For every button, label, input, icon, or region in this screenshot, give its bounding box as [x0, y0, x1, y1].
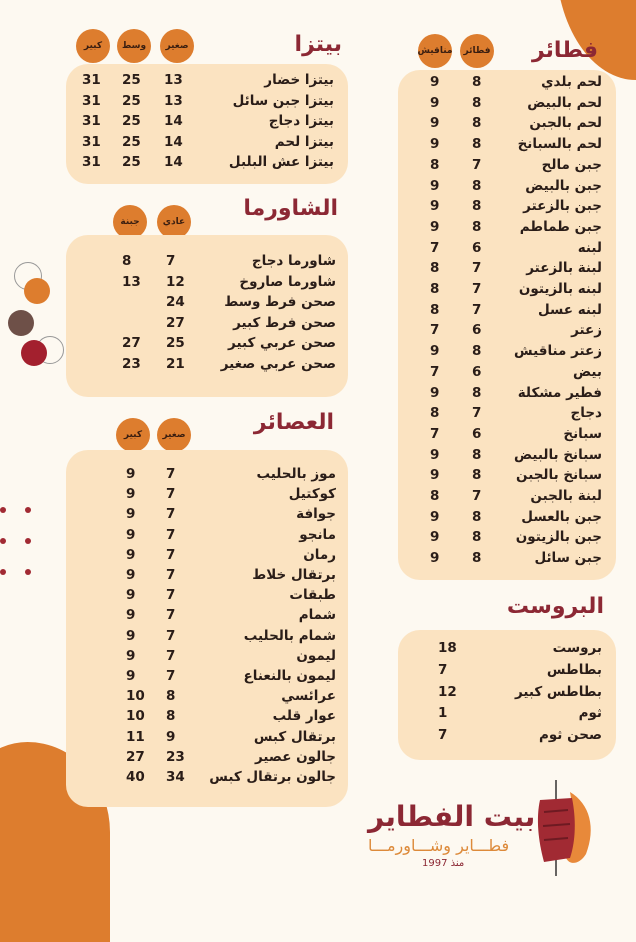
item-name: جبن بالزيتون: [515, 529, 602, 546]
section-title-shawarma: الشاورما: [243, 196, 338, 221]
column-badge-large: كبير: [116, 418, 150, 452]
item-name: لبنه عسل: [538, 301, 602, 318]
item-price: 9: [430, 136, 440, 153]
item-price: 18: [438, 640, 457, 656]
menu-row: [66, 729, 348, 751]
item-price: 9: [126, 526, 136, 543]
item-name: سبانخ بالجبن: [516, 467, 602, 484]
item-name: عوار قلب: [272, 708, 336, 725]
item-price: 9: [430, 529, 440, 546]
item-name: لحم بالسبانخ: [517, 136, 602, 153]
item-price: 9: [126, 627, 136, 644]
item-name: شمام: [298, 607, 336, 624]
item-price: 10: [126, 688, 145, 705]
menu-row: [66, 708, 348, 730]
shawarma-panel: [66, 235, 348, 397]
item-price: 13: [164, 92, 183, 109]
item-name: بيتزا خضار: [264, 72, 334, 88]
item-price: 6: [472, 425, 482, 442]
item-name: لحم بالبيض: [527, 94, 602, 111]
item-price: 8: [472, 177, 482, 194]
item-name: جالون برتقال كبس: [209, 769, 336, 785]
item-price: 27: [166, 314, 185, 331]
item-name: زعتر مناقيش: [514, 343, 602, 360]
item-price: 8: [472, 446, 482, 463]
menu-row: [398, 343, 616, 365]
item-name: لحم بالجبن: [529, 115, 602, 132]
menu-row: [66, 628, 348, 650]
item-price: 9: [430, 446, 440, 463]
item-name: مانجو: [299, 526, 336, 543]
item-name: موز بالحليب: [256, 466, 336, 482]
item-price: 8: [166, 708, 176, 725]
column-badge-small: صغير: [157, 418, 191, 452]
item-price: 7: [166, 253, 176, 269]
item-price: 27: [126, 748, 145, 765]
item-price: 25: [122, 92, 141, 109]
item-price: 11: [126, 728, 145, 745]
menu-row: [66, 486, 348, 508]
item-name: بيض: [573, 363, 602, 380]
item-price: 21: [166, 355, 185, 372]
item-price: 25: [166, 335, 185, 351]
item-name: رمان: [303, 546, 336, 563]
item-name: جبن مالح: [541, 156, 602, 173]
item-price: 6: [472, 322, 482, 339]
item-price: 8: [430, 156, 440, 173]
item-name: لبنه: [577, 239, 602, 256]
menu-row: [398, 240, 616, 262]
menu-row: [398, 550, 616, 572]
item-price: 6: [472, 363, 482, 380]
menu-row: [66, 527, 348, 549]
item-price: 8: [430, 405, 440, 422]
menu-row: [398, 364, 616, 386]
menu-row: [398, 74, 616, 96]
item-price: 40: [126, 769, 145, 785]
item-price: 9: [430, 467, 440, 484]
column-badge-small: صغير: [160, 29, 194, 63]
item-price: 7: [166, 486, 176, 503]
item-price: 9: [430, 115, 440, 132]
item-price: 9: [430, 343, 440, 360]
item-price: 8: [472, 115, 482, 132]
item-price: 7: [438, 661, 448, 678]
item-name: عرائسي: [281, 688, 336, 705]
item-price: 25: [122, 133, 141, 150]
item-price: 7: [166, 668, 176, 684]
item-price: 9: [430, 508, 440, 525]
menu-row: [66, 274, 348, 296]
item-price: 7: [166, 567, 176, 583]
menu-row: [398, 705, 616, 727]
item-name: جالون عصير: [255, 748, 336, 765]
item-price: 9: [126, 567, 136, 583]
item-price: 7: [438, 727, 448, 744]
menu-row: [398, 488, 616, 510]
item-price: 9: [126, 668, 136, 684]
item-price: 9: [430, 550, 440, 567]
shawarma-skewer-icon: [530, 778, 606, 878]
item-name: صحن عربي كبير: [228, 335, 336, 351]
item-name: برتقال كبس: [253, 728, 336, 745]
item-price: 9: [126, 486, 136, 503]
menu-row: [66, 567, 348, 589]
column-badge-medium: وسط: [117, 29, 151, 63]
item-price: 31: [82, 154, 101, 170]
item-price: 7: [166, 647, 176, 664]
item-price: 7: [166, 607, 176, 624]
item-price: 7: [166, 526, 176, 543]
menu-row: [66, 93, 348, 115]
item-price: 8: [166, 688, 176, 705]
column-badge-cheese: جبنة: [113, 205, 147, 239]
item-name: جبن سائل: [534, 550, 602, 567]
menu-row: [398, 509, 616, 531]
item-price: 25: [122, 113, 141, 129]
column-badge-large: كبير: [76, 29, 110, 63]
item-price: 8: [122, 253, 132, 269]
item-price: 8: [472, 198, 482, 215]
item-price: 7: [166, 587, 176, 604]
section-title-broast: البروست: [506, 594, 604, 619]
decorative-orange-circle: [24, 278, 50, 304]
item-price: 9: [430, 177, 440, 194]
item-price: 7: [430, 239, 440, 256]
menu-row: [398, 136, 616, 158]
item-price: 24: [166, 294, 185, 310]
menu-row: [66, 769, 348, 791]
menu-row: [66, 253, 348, 275]
item-name: برتقال خلاط: [252, 567, 336, 583]
item-name: بيتزا جبن سائل: [232, 92, 334, 109]
menu-row: [398, 684, 616, 706]
item-price: 8: [472, 94, 482, 111]
item-price: 31: [82, 113, 101, 129]
item-price: 7: [472, 281, 482, 297]
item-name: بيتزا عش البلبل: [228, 154, 334, 170]
item-name: جبن بالزعتر: [523, 198, 602, 215]
item-name: صحن فرط وسط: [224, 294, 336, 310]
item-price: 9: [126, 466, 136, 482]
item-price: 9: [126, 647, 136, 664]
item-name: لبنه بالزيتون: [518, 281, 602, 297]
item-price: 9: [430, 94, 440, 111]
item-name: جوافة: [296, 506, 336, 523]
menu-row: [398, 529, 616, 551]
column-badge-fatayer: فطائر: [460, 34, 494, 68]
fatayer-panel: [398, 70, 616, 580]
item-price: 9: [126, 607, 136, 624]
item-name: بطاطس: [546, 661, 602, 678]
menu-row: [66, 113, 348, 135]
menu-row: [398, 157, 616, 179]
logo-tagline: فطـــاير وشـــاورمـــا: [368, 836, 510, 855]
item-price: 31: [82, 92, 101, 109]
item-price: 7: [472, 405, 482, 422]
menu-row: [398, 95, 616, 117]
item-name: بطاطس كبير: [514, 683, 602, 700]
item-price: 9: [166, 728, 176, 745]
menu-row: [398, 467, 616, 489]
menu-row: [398, 385, 616, 407]
logo-name: بيت الفطاير: [368, 800, 536, 833]
item-price: 31: [82, 133, 101, 150]
menu-row: [398, 302, 616, 324]
item-name: بيتزا لحم: [274, 133, 334, 150]
item-price: 27: [122, 335, 141, 351]
column-badge-manakish: مناقيش: [418, 34, 452, 68]
item-price: 34: [166, 769, 185, 785]
item-name: ليمون بالنعناع: [243, 668, 336, 684]
item-price: 8: [472, 529, 482, 546]
item-price: 1: [438, 705, 448, 722]
logo-since: منذ 1997: [422, 858, 465, 869]
item-name: طبقات: [289, 587, 336, 604]
item-name: سبانخ: [563, 425, 602, 442]
item-price: 8: [472, 384, 482, 401]
menu-row: [398, 662, 616, 684]
item-price: 9: [430, 198, 440, 215]
item-price: 9: [430, 218, 440, 235]
item-price: 7: [166, 627, 176, 644]
menu-row: [66, 134, 348, 156]
item-price: 9: [126, 587, 136, 604]
menu-row: [398, 727, 616, 749]
item-price: 8: [430, 260, 440, 277]
item-name: جبن طماطم: [519, 218, 602, 235]
item-name: جبن بالبيض: [525, 177, 602, 194]
item-name: ليمون: [296, 647, 336, 664]
section-title-fatayer: فطائر: [531, 38, 598, 63]
item-price: 13: [122, 273, 141, 290]
item-price: 9: [430, 384, 440, 401]
menu-row: [398, 426, 616, 448]
item-name: صحن عربي صغير: [220, 355, 336, 372]
item-name: فطير مشكلة: [517, 384, 602, 401]
menu-row: [398, 447, 616, 469]
item-name: لبنة بالجبن: [530, 488, 602, 504]
menu-row: [66, 506, 348, 528]
item-price: 14: [164, 113, 183, 129]
item-price: 23: [122, 355, 141, 372]
juices-panel: [66, 450, 348, 807]
item-price: 12: [438, 683, 457, 700]
menu-row: [66, 72, 348, 94]
menu-row: [398, 115, 616, 137]
menu-row: [66, 294, 348, 316]
menu-row: [66, 335, 348, 357]
item-name: شمام بالحليب: [243, 627, 336, 644]
item-price: 8: [472, 508, 482, 525]
menu-row: [398, 219, 616, 241]
item-name: لحم بلدي: [541, 74, 602, 90]
item-price: 25: [122, 154, 141, 170]
menu-row: [398, 260, 616, 282]
menu-row: [398, 640, 616, 662]
item-price: 8: [472, 467, 482, 484]
decorative-red-circle: [21, 340, 47, 366]
item-price: 31: [82, 72, 101, 88]
menu-row: [66, 315, 348, 337]
item-price: 7: [472, 488, 482, 504]
item-price: 7: [166, 546, 176, 563]
menu-row: [66, 587, 348, 609]
item-name: زعتر: [571, 322, 602, 339]
item-price: 9: [430, 74, 440, 90]
item-price: 7: [472, 301, 482, 318]
item-name: شاورما صاروخ: [239, 273, 336, 290]
item-price: 9: [126, 506, 136, 523]
item-price: 8: [472, 343, 482, 360]
item-price: 7: [472, 156, 482, 173]
item-price: 8: [472, 550, 482, 567]
column-badge-regular: عادي: [157, 205, 191, 239]
item-price: 8: [430, 281, 440, 297]
item-price: 8: [472, 218, 482, 235]
item-price: 7: [472, 260, 482, 277]
item-price: 13: [164, 72, 183, 88]
menu-row: [66, 547, 348, 569]
menu-row: [66, 607, 348, 629]
item-name: صحن فرط كبير: [233, 314, 336, 331]
menu-row: [66, 749, 348, 771]
item-name: بيتزا دجاج: [268, 113, 334, 129]
broast-panel: [398, 630, 616, 760]
menu-row: [66, 356, 348, 378]
item-price: 7: [430, 322, 440, 339]
item-price: 8: [472, 136, 482, 153]
decorative-brown-circle: [8, 310, 34, 336]
item-price: 7: [166, 466, 176, 482]
item-price: 8: [430, 301, 440, 318]
item-price: 8: [430, 488, 440, 504]
menu-row: [66, 466, 348, 488]
item-price: 10: [126, 708, 145, 725]
item-price: 7: [430, 363, 440, 380]
item-name: ثوم: [578, 705, 602, 722]
menu-row: [398, 198, 616, 220]
item-name: دجاج: [570, 405, 602, 422]
section-title-juices: العصائر: [253, 410, 334, 435]
item-name: بروست: [552, 640, 602, 656]
item-price: 12: [166, 273, 185, 290]
item-price: 6: [472, 239, 482, 256]
menu-row: [398, 178, 616, 200]
menu-row: [398, 405, 616, 427]
item-price: 14: [164, 133, 183, 150]
menu-row: [66, 648, 348, 670]
item-name: صحن ثوم: [538, 727, 602, 744]
section-title-pizza: بيتزا: [294, 32, 342, 57]
item-price: 7: [166, 506, 176, 523]
item-name: شاورما دجاج: [251, 253, 336, 269]
item-price: 7: [430, 425, 440, 442]
item-price: 9: [126, 546, 136, 563]
item-price: 25: [122, 72, 141, 88]
pizza-panel: [66, 64, 348, 184]
item-name: لبنة بالزعتر: [526, 260, 602, 277]
menu-row: [398, 281, 616, 303]
menu-row: [66, 668, 348, 690]
item-name: كوكتيل: [288, 486, 336, 503]
item-price: 8: [472, 74, 482, 90]
menu-row: [66, 688, 348, 710]
item-price: 23: [166, 748, 185, 765]
item-price: 14: [164, 154, 183, 170]
menu-row: [66, 154, 348, 176]
item-name: جبن بالعسل: [521, 508, 602, 525]
menu-row: [398, 322, 616, 344]
item-name: سبانخ بالبيض: [513, 446, 602, 463]
